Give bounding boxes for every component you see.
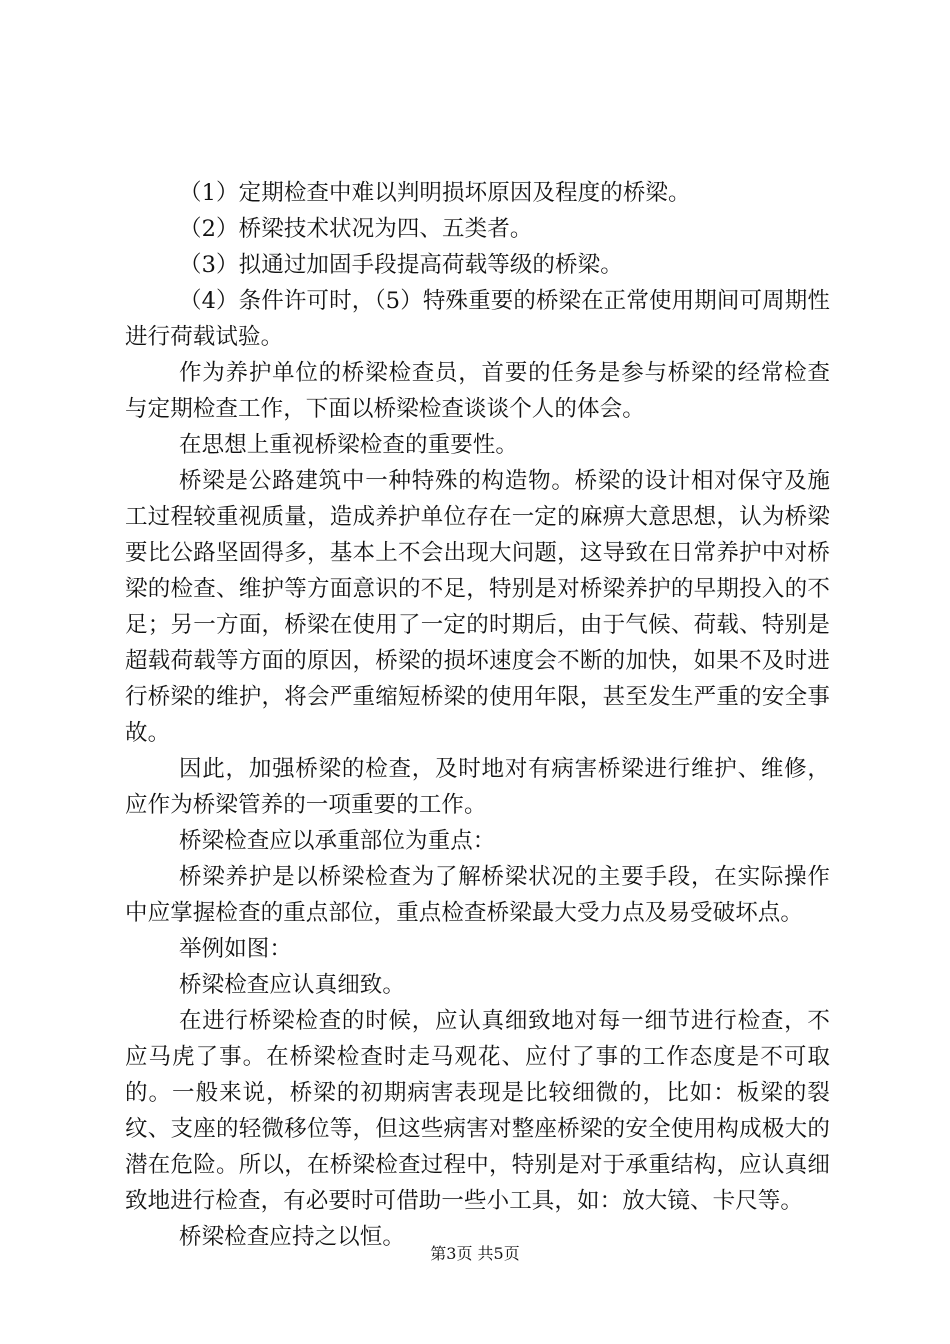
- paragraph-8: 因此，加强桥梁的检查，及时地对有病害桥梁进行维护、维修，应作为桥梁管养的一项重要的工作。: [125, 756, 830, 818]
- paragraph-3: （3）拟通过加固手段提高荷载等级的桥梁。: [179, 252, 623, 278]
- page-footer: [0, 1244, 950, 1264]
- paragraph-5: 作为养护单位的桥梁检查员，首要的任务是参与桥梁的经常检查与定期检查工作，下面以桥梁检查谈谈个人的体会。: [125, 360, 830, 422]
- paragraph-9: 桥梁检查应以承重部位为重点：: [179, 828, 496, 854]
- document-body: [125, 175, 830, 1255]
- paragraph-11: 举例如图：: [179, 936, 293, 962]
- paragraph-14: 桥梁检查应持之以恒。: [179, 1224, 406, 1250]
- paragraph-1: （1）定期检查中难以判明损坏原因及程度的桥梁。: [179, 180, 691, 206]
- paragraph-10: 桥梁养护是以桥梁检查为了解桥梁状况的主要手段，在实际操作中应掌握检查的重点部位，重点检查桥梁最大受力点及易受破坏点。: [125, 864, 830, 926]
- page-number-label: 第3页 共5页: [430, 1244, 520, 1263]
- paragraph-7: 桥梁是公路建筑中一种特殊的构造物。桥梁的设计相对保守及施工过程较重视质量，造成养护单位存在一定的麻痹大意思想，认为桥梁要比公路坚固得多，基本上不会出现大问题，这导致在日常养护中对桥梁的检查、维护等方面意识的不足，特别是对桥梁养护的早期投入的不足；另一方面，桥梁在使用了一定的时期后，由于气候、荷载、特别是超载荷载等方面的原因，桥梁的损坏速度会不断的加快，如果不及时进行桥梁的维护，将会严重缩短桥梁的使用年限，甚至发生严重的安全事故。: [125, 468, 830, 746]
- paragraph-6: 在思想上重视桥梁检查的重要性。: [179, 432, 519, 458]
- paragraph-2: （2）桥梁技术状况为四、五类者。: [179, 216, 533, 242]
- paragraph-13: 在进行桥梁检查的时候，应认真细致地对每一细节进行检查，不应马虎了事。在桥梁检查时走马观花、应付了事的工作态度是不可取的。一般来说，桥梁的初期病害表现是比较细微的，比如：板梁的裂纹、支座的轻微移位等，但这些病害对整座桥梁的安全使用构成极大的潜在危险。所以，在桥梁检查过程中，特别是对于承重结构，应认真细致地进行检查，有必要时可借助一些小工具，如：放大镜、卡尺等。: [125, 1008, 830, 1214]
- paragraph-4: （4）条件许可时，（5）特殊重要的桥梁在正常使用期间可周期性进行荷载试验。: [125, 288, 830, 350]
- paragraph-12: 桥梁检查应认真细致。: [179, 972, 406, 998]
